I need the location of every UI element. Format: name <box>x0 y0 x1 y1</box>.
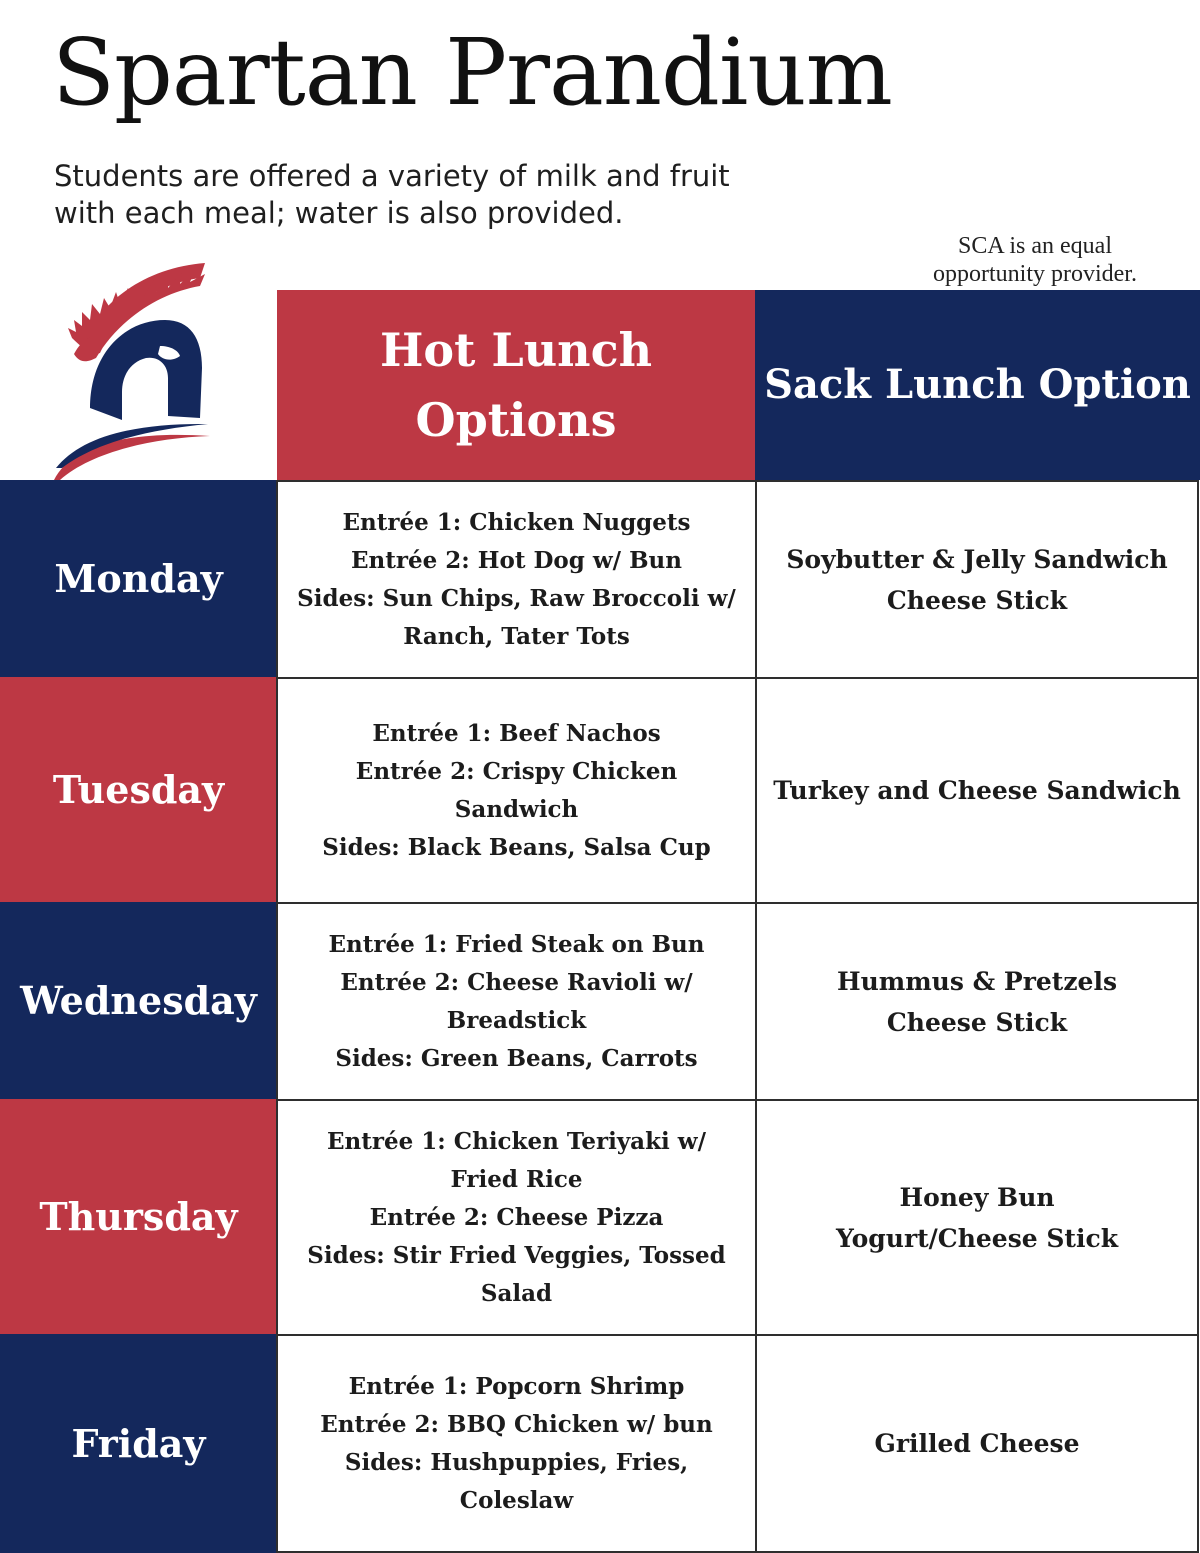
menu-line: Grilled Cheese <box>874 1429 1080 1458</box>
spartan-helmet-icon <box>50 258 215 483</box>
menu-line: Entrée 1: Fried Steak on Bun <box>328 930 705 958</box>
menu-line: Honey Bun <box>899 1182 1055 1212</box>
sack-menu-thursday <box>755 1099 1199 1336</box>
day-cell-monday <box>0 480 277 677</box>
menu-line: Sandwich <box>454 795 579 823</box>
menu-line: Sides: Green Beans, Carrots <box>335 1044 698 1072</box>
menu-line: Entrée 2: Cheese Pizza <box>369 1203 664 1231</box>
day-label: Wednesday <box>20 977 257 1023</box>
hot-menu-friday <box>276 1334 757 1553</box>
menu-line: Entrée 1: Beef Nachos <box>372 719 661 747</box>
menu-line: Sides: Stir Fried Veggies, Tossed <box>307 1241 726 1269</box>
menu-line: Breadstick <box>446 1006 587 1034</box>
menu-line: Entrée 1: Chicken Nuggets <box>342 508 691 536</box>
sack-lunch-header-label: Sack Lunch Option <box>764 361 1191 408</box>
equal-opportunity-notice <box>900 232 1170 288</box>
menu-line: Entrée 2: Crispy Chicken <box>355 757 678 785</box>
day-label: Thursday <box>39 1193 238 1239</box>
day-cell-tuesday <box>0 677 277 902</box>
menu-line: Turkey and Cheese Sandwich <box>773 776 1181 805</box>
menu-line: Hummus & Pretzels <box>836 966 1118 996</box>
day-label: Friday <box>71 1420 206 1466</box>
hot-menu-monday <box>276 480 757 679</box>
sack-menu-monday <box>755 480 1199 679</box>
menu-line: Yogurt/Cheese Stick <box>835 1223 1119 1253</box>
menu-line: Entrée 2: Hot Dog w/ Bun <box>351 546 682 574</box>
menu-line: Salad <box>480 1279 553 1307</box>
menu-line: Cheese Stick <box>886 585 1068 615</box>
page-subtitle: Students are offered a variety of milk and fruit with each meal; water is also provided. <box>54 159 730 230</box>
hot-menu-wednesday <box>276 902 757 1101</box>
menu-line: Cheese Stick <box>886 1007 1068 1037</box>
menu-line: Soybutter & Jelly Sandwich <box>786 544 1168 574</box>
sack-lunch-header <box>755 290 1200 480</box>
menu-line: Sides: Black Beans, Salsa Cup <box>322 833 711 861</box>
day-cell-thursday <box>0 1099 277 1334</box>
menu-line: Entrée 1: Popcorn Shrimp <box>348 1372 685 1400</box>
menu-line: Entrée 1: Chicken Teriyaki w/ <box>327 1127 706 1155</box>
menu-line: Sides: Sun Chips, Raw Broccoli w/ <box>297 584 736 612</box>
menu-line: Entrée 2: BBQ Chicken w/ bun <box>320 1410 713 1438</box>
notice-line: SCA is an equal <box>958 233 1112 259</box>
notice-line: opportunity provider. <box>933 261 1137 287</box>
sack-menu-friday <box>755 1334 1199 1553</box>
sack-menu-tuesday <box>755 677 1199 904</box>
menu-line: Fried Rice <box>450 1165 583 1193</box>
day-cell-wednesday <box>0 902 277 1099</box>
day-label: Tuesday <box>52 766 225 812</box>
hot-lunch-header-label: Hot Lunch Options <box>379 323 653 447</box>
hot-lunch-header <box>277 290 755 480</box>
menu-line: Entrée 2: Cheese Ravioli w/ <box>340 968 693 996</box>
page-title: Spartan Prandium <box>52 19 892 126</box>
hot-menu-thursday <box>276 1099 757 1336</box>
day-cell-friday <box>0 1334 277 1553</box>
menu-line: Ranch, Tater Tots <box>403 622 630 650</box>
sack-menu-wednesday <box>755 902 1199 1101</box>
menu-line: Sides: Hushpuppies, Fries, Coleslaw <box>344 1448 689 1514</box>
day-label: Monday <box>54 555 223 601</box>
hot-menu-tuesday <box>276 677 757 904</box>
